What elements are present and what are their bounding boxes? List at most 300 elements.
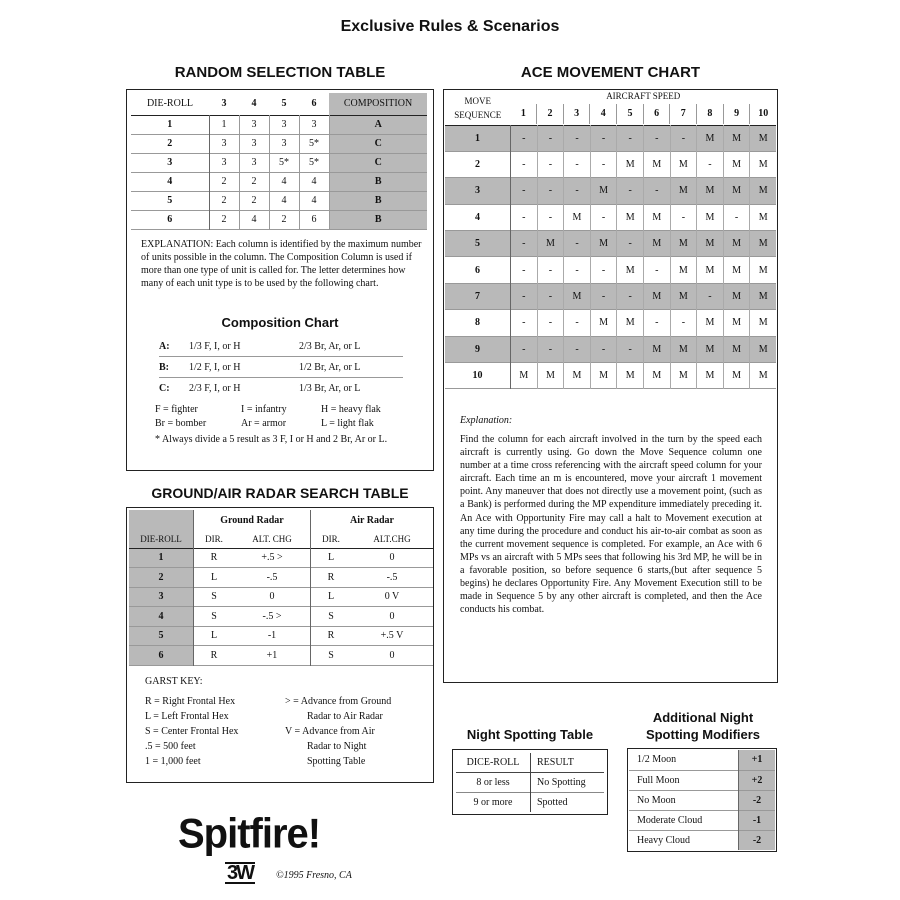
movement-cell: -: [537, 257, 564, 283]
composition-row: [159, 357, 403, 378]
table-cell: 2: [239, 172, 269, 191]
table-row: [129, 587, 433, 607]
speed-header: 10: [758, 108, 769, 120]
table-cell: 2: [209, 210, 239, 229]
composition-cell: B: [329, 172, 427, 191]
movement-cell: M: [617, 257, 644, 283]
garst-key-title: GARST KEY:: [145, 676, 203, 687]
movement-cell: -: [564, 151, 591, 177]
composition-value: 2/3 F, I, or H: [189, 382, 241, 394]
legend-infantry: I = infantry: [241, 404, 287, 415]
movement-cell: M: [758, 185, 768, 197]
garst-key-item: R = Right Frontal Hex: [145, 696, 236, 707]
movement-cell: M: [723, 363, 750, 389]
die-roll-cell: 5: [131, 191, 209, 210]
air-radar-header: Air Radar: [350, 514, 394, 526]
legend-armor: Ar = armor: [241, 418, 287, 429]
movement-cell: -: [670, 310, 697, 336]
radar-cell: L: [210, 630, 218, 642]
table-row: [445, 204, 776, 230]
speed-header: 8: [697, 104, 724, 124]
move-sequence-cell: 3: [445, 178, 511, 204]
movement-cell: M: [617, 204, 644, 230]
legend-fighter: F = fighter: [155, 404, 198, 415]
table-row: [131, 134, 427, 153]
movement-cell: M: [723, 283, 750, 309]
modifiers-panel: [627, 748, 777, 852]
movement-cell: M: [723, 125, 750, 151]
modifier-value: -2: [739, 790, 776, 810]
modifiers-title: [622, 709, 784, 743]
composition-value: 1/2 Br, Ar, or L: [299, 361, 361, 373]
ace-movement-table: [445, 91, 776, 389]
radar-cell: +.5 V: [380, 630, 404, 642]
composition-cell: B: [329, 210, 427, 229]
die-roll-cell: 4: [131, 172, 209, 191]
move-sequence-cell: 10: [445, 363, 511, 389]
movement-cell: M: [670, 283, 697, 309]
movement-cell: M: [723, 231, 750, 257]
table-row: [129, 548, 433, 568]
table-row: [445, 336, 776, 362]
move-sequence-cell: 5: [445, 231, 511, 257]
garst-key-item: Radar to Night: [307, 741, 367, 752]
die-roll-cell: 1: [129, 548, 194, 568]
movement-cell: -: [537, 151, 564, 177]
header-col-5: 5: [281, 98, 287, 110]
radar-cell: -.5: [386, 571, 398, 583]
composition-chart-title: Composition Chart: [221, 315, 339, 330]
radar-cell: L: [327, 591, 335, 603]
table-cell: 2: [209, 172, 239, 191]
radar-cell: L: [327, 552, 335, 564]
unit-legend: [155, 403, 425, 447]
garst-key-item: V = Advance from Air: [285, 726, 375, 737]
garst-key-item: .5 = 500 feet: [145, 741, 196, 752]
table-row: [129, 626, 433, 646]
movement-cell: M: [670, 257, 697, 283]
table-row: [131, 172, 427, 191]
movement-cell: -: [617, 231, 644, 257]
table-row: [629, 770, 775, 790]
header-result: RESULT: [537, 756, 574, 768]
composition-row: [159, 378, 403, 398]
composition-chart: [159, 336, 403, 398]
radar-cell: R: [210, 649, 218, 661]
table-cell: 3: [239, 115, 269, 134]
table-row: [445, 283, 776, 309]
move-sequence-cell: 7: [445, 283, 511, 309]
night-row-2-result: Spotted: [537, 796, 568, 808]
table-row: [445, 310, 776, 336]
random-selection-panel: [126, 89, 434, 471]
movement-cell: -: [590, 204, 617, 230]
night-row-2-roll: 9 or more: [456, 792, 531, 812]
radar-cell: R: [327, 630, 335, 642]
movement-cell: -: [511, 125, 538, 151]
ace-explanation: Find the column for each aircraft involved in the turn by the speed each aircraft is currently using. Go down the Move Sequence column one number at a time cross referencing with the aircraft speed column for your aircraft. Each time an m is encountered, move your aircraft 1 movement point. Any maneuver that does not directly use a movement point, (such as a Bank) is performed during the MP expenditure immediately preceding it. An Ace with Opportunity Fire may call a halt to Movement execution at any time during the procedure and conduct his air-to-air combat as soon as the current movement sequence is completed. For example, an Ace with 6 MPs vs an aircraft with 5 MPs sees that following his 3rd MP, he will be in a favorable position, so before sequence 6 starts,(but after sequence 5 begins) he declares Opportunity Fire. Any Movement Execution still to be made in Sequence 5 by any other aircraft is completed, and then the Ace conducts his combat.: [460, 434, 762, 616]
header-col-3: 3: [221, 98, 227, 110]
movement-cell: -: [643, 310, 670, 336]
composition-value: 1/3 Br, Ar, or L: [299, 382, 361, 394]
die-roll-cell: 3: [129, 587, 194, 607]
modifier-condition: Full Moon: [629, 770, 739, 790]
movement-cell: M: [758, 264, 768, 276]
movement-cell: -: [537, 125, 564, 151]
movement-cell: -: [511, 257, 538, 283]
movement-cell: -: [697, 283, 724, 309]
movement-cell: M: [564, 363, 591, 389]
movement-cell: -: [670, 125, 697, 151]
publisher-logo: 3W: [227, 862, 253, 884]
radar-cell: -.5: [234, 568, 311, 588]
header-col-4: 4: [251, 98, 257, 110]
movement-cell: M: [643, 336, 670, 362]
movement-cell: M: [617, 310, 644, 336]
movement-cell: -: [617, 336, 644, 362]
table-row: [445, 151, 776, 177]
night-row-1-result: No Spotting: [537, 776, 586, 788]
movement-cell: M: [590, 231, 617, 257]
movement-cell: M: [670, 231, 697, 257]
composition-letter: C:: [159, 382, 170, 394]
movement-cell: -: [537, 283, 564, 309]
table-cell: 2: [269, 210, 299, 229]
table-cell: 1: [209, 115, 239, 134]
table-cell: 6: [299, 210, 329, 229]
move-sequence-cell: 2: [445, 151, 511, 177]
spitfire-logo: Spitfire!: [178, 810, 321, 858]
movement-cell: -: [697, 151, 724, 177]
composition-letter: B:: [159, 361, 169, 373]
movement-cell: -: [564, 310, 591, 336]
movement-cell: M: [643, 363, 670, 389]
radar-cell: S: [211, 610, 217, 622]
movement-cell: -: [564, 125, 591, 151]
speed-header: 3: [564, 104, 591, 124]
movement-cell: M: [758, 343, 768, 355]
night-spotting-table: [456, 753, 604, 812]
movement-cell: -: [564, 178, 591, 204]
table-cell: 3: [269, 134, 299, 153]
modifier-value: -2: [739, 830, 776, 850]
movement-cell: -: [537, 204, 564, 230]
composition-cell: C: [329, 134, 427, 153]
garst-key-right: [285, 694, 431, 769]
radar-cell: 0: [389, 552, 395, 564]
speed-header: 1: [511, 104, 538, 124]
table-row: [629, 830, 775, 850]
table-cell: 2: [209, 191, 239, 210]
modifier-condition: Heavy Cloud: [629, 830, 739, 850]
table-row: [131, 210, 427, 229]
movement-cell: -: [590, 151, 617, 177]
composition-row: [159, 336, 403, 357]
speed-header: 9: [724, 104, 751, 124]
movement-cell: -: [511, 204, 538, 230]
move-sequence-cell: 8: [445, 310, 511, 336]
movement-cell: -: [511, 231, 538, 257]
modifier-value: +1: [739, 750, 776, 770]
modifier-condition: Moderate Cloud: [629, 810, 739, 830]
modifier-value: +2: [739, 770, 776, 790]
move-sequence-cell: 9: [445, 336, 511, 362]
movement-cell: M: [758, 159, 768, 171]
table-row: [445, 257, 776, 283]
movement-cell: -: [590, 283, 617, 309]
header-col-6: 6: [311, 98, 317, 110]
radar-cell: S: [328, 610, 334, 622]
movement-cell: M: [697, 363, 724, 389]
header-composition: COMPOSITION: [329, 93, 427, 115]
ace-explanation-title: Explanation:: [460, 415, 513, 426]
movement-cell: -: [511, 283, 538, 309]
movement-cell: -: [617, 283, 644, 309]
random-table-title: RANDOM SELECTION TABLE: [174, 64, 386, 81]
speed-header: 6: [644, 104, 671, 124]
movement-cell: M: [643, 204, 670, 230]
table-cell: 5*: [269, 153, 299, 172]
movement-cell: -: [643, 178, 670, 204]
movement-cell: M: [697, 231, 724, 257]
modifier-condition: 1/2 Moon: [629, 750, 739, 770]
composition-cell: B: [329, 191, 427, 210]
divide-note: * Always divide a 5 result as 3 F, I or H and 2 Br, Ar or L.: [155, 434, 388, 445]
garst-key-item: Spotting Table: [307, 756, 366, 767]
movement-cell: -: [564, 257, 591, 283]
movement-cell: M: [697, 204, 724, 230]
table-cell: 3: [299, 115, 329, 134]
radar-cell: -.5 >: [234, 607, 311, 627]
header-radar-die-roll: DIE-ROLL: [129, 530, 194, 548]
header-dice-roll: DICE-ROLL: [456, 753, 531, 772]
movement-cell: -: [537, 178, 564, 204]
header-ground-alt: ALT. CHG: [234, 530, 311, 548]
table-row: [131, 191, 427, 210]
movement-cell: -: [590, 125, 617, 151]
radar-cell: 0: [389, 649, 395, 661]
radar-cell: R: [210, 552, 218, 564]
movement-cell: M: [537, 231, 564, 257]
movement-cell: M: [723, 151, 750, 177]
table-cell: 4: [269, 172, 299, 191]
composition-cell: A: [329, 115, 427, 134]
die-roll-cell: 2: [129, 568, 194, 588]
movement-cell: -: [617, 178, 644, 204]
speed-header: 2: [537, 104, 564, 124]
table-row: [131, 115, 427, 134]
radar-table-title: GROUND/AIR RADAR SEARCH TABLE: [151, 485, 409, 501]
table-row: [629, 750, 775, 770]
radar-cell: 0: [389, 610, 395, 622]
movement-cell: M: [590, 178, 617, 204]
movement-cell: M: [617, 363, 644, 389]
radar-cell: -1: [234, 626, 311, 646]
table-row: [129, 568, 433, 588]
movement-cell: M: [697, 125, 724, 151]
night-row-1-roll: 8 or less: [456, 772, 531, 792]
movement-cell: M: [670, 178, 697, 204]
movement-cell: M: [723, 178, 750, 204]
table-row: [129, 607, 433, 627]
die-roll-cell: 6: [131, 210, 209, 229]
table-cell: 4: [269, 191, 299, 210]
movement-cell: M: [758, 291, 768, 303]
movement-cell: -: [537, 310, 564, 336]
radar-cell: +1: [234, 646, 311, 666]
table-cell: 3: [269, 115, 299, 134]
table-row: [131, 153, 427, 172]
radar-table: [129, 510, 433, 666]
movement-cell: -: [537, 336, 564, 362]
header-die-roll: DIE-ROLL: [146, 98, 194, 110]
composition-value: 2/3 Br, Ar, or L: [299, 340, 361, 352]
garst-key-item: 1 = 1,000 feet: [145, 756, 201, 767]
movement-cell: -: [643, 257, 670, 283]
table-row: [629, 810, 775, 830]
die-roll-cell: 5: [129, 626, 194, 646]
movement-cell: -: [511, 178, 538, 204]
radar-cell: R: [327, 571, 335, 583]
garst-key-item: Radar to Air Radar: [307, 711, 383, 722]
movement-cell: M: [643, 231, 670, 257]
header-air-alt: ALT.CHG: [373, 533, 411, 544]
movement-cell: -: [564, 231, 591, 257]
radar-cell: S: [328, 649, 334, 661]
composition-letter: A:: [159, 340, 170, 352]
modifiers-title-line2: Spotting Modifiers: [645, 727, 761, 742]
movement-cell: M: [564, 204, 591, 230]
night-spotting-panel: [452, 749, 608, 815]
table-row: [445, 178, 776, 204]
table-cell: 2: [239, 191, 269, 210]
move-sequence-cell: 4: [445, 204, 511, 230]
movement-cell: M: [697, 310, 724, 336]
die-roll-cell: 2: [131, 134, 209, 153]
radar-cell: +.5 >: [234, 548, 311, 568]
radar-panel: [126, 507, 434, 783]
table-row: [629, 790, 775, 810]
speed-header: 7: [670, 104, 697, 124]
composition-cell: C: [329, 153, 427, 172]
movement-cell: M: [670, 336, 697, 362]
movement-cell: M: [511, 363, 538, 389]
composition-value: 1/2 F, I, or H: [189, 361, 241, 373]
movement-cell: M: [617, 151, 644, 177]
movement-cell: M: [723, 310, 750, 336]
table-cell: 3: [209, 153, 239, 172]
movement-cell: M: [758, 238, 768, 250]
movement-cell: M: [697, 178, 724, 204]
night-spotting-title: Night Spotting Table: [466, 727, 594, 742]
table-row: [445, 125, 776, 151]
movement-cell: M: [590, 363, 617, 389]
modifier-condition: No Moon: [629, 790, 739, 810]
movement-cell: -: [617, 125, 644, 151]
speed-header: 4: [590, 104, 617, 124]
table-cell: 4: [299, 191, 329, 210]
die-roll-cell: 6: [129, 646, 194, 666]
die-roll-cell: 1: [131, 115, 209, 134]
move-sequence-cell: 6: [445, 257, 511, 283]
movement-cell: -: [511, 336, 538, 362]
table-cell: 5*: [299, 153, 329, 172]
movement-cell: -: [670, 204, 697, 230]
table-cell: 4: [239, 210, 269, 229]
radar-cell: S: [211, 591, 217, 603]
header-ground-dir: DIR.: [205, 533, 223, 544]
legend-heavy-flak: H = heavy flak: [321, 404, 381, 415]
table-row: [445, 231, 776, 257]
die-roll-cell: 3: [131, 153, 209, 172]
table-cell: 5*: [299, 134, 329, 153]
speed-header: 5: [617, 104, 644, 124]
movement-cell: -: [643, 125, 670, 151]
movement-cell: -: [590, 257, 617, 283]
movement-cell: -: [511, 151, 538, 177]
modifiers-table: [629, 750, 775, 850]
garst-key-item: L = Left Frontal Hex: [145, 711, 229, 722]
table-cell: 3: [239, 153, 269, 172]
header-move-sequence: MOVE SEQUENCE: [454, 95, 502, 120]
movement-cell: M: [723, 336, 750, 362]
radar-cell: 0 V: [384, 591, 400, 603]
garst-key-item: S = Center Frontal Hex: [145, 726, 239, 737]
table-cell: 3: [239, 134, 269, 153]
ace-chart-title: ACE MOVEMENT CHART: [520, 64, 701, 81]
movement-cell: -: [590, 336, 617, 362]
ground-radar-header: Ground Radar: [194, 510, 311, 530]
table-row: [129, 646, 433, 666]
header-aircraft-speed: AIRCRAFT SPEED: [606, 91, 681, 102]
movement-cell: M: [697, 257, 724, 283]
movement-cell: M: [590, 310, 617, 336]
movement-cell: M: [758, 132, 768, 144]
modifier-value: -1: [739, 810, 776, 830]
movement-cell: -: [564, 336, 591, 362]
movement-cell: M: [723, 257, 750, 283]
random-selection-table: [131, 93, 427, 230]
movement-cell: M: [670, 363, 697, 389]
random-explanation: EXPLANATION: Each column is identified by the maximum number of units possible in the column. The Composition Column is used if more than one type of unit is called for. The letter determines how many of each unit type is to be used by the following chart.: [141, 239, 422, 289]
die-roll-cell: 4: [129, 607, 194, 627]
movement-cell: M: [564, 283, 591, 309]
movement-cell: -: [723, 204, 750, 230]
move-sequence-cell: 1: [445, 125, 511, 151]
movement-cell: M: [758, 317, 768, 329]
copyright: ©1995 Fresno, CA: [276, 870, 352, 881]
garst-key-left: [145, 694, 275, 769]
movement-cell: M: [537, 363, 564, 389]
page-title: Exclusive Rules & Scenarios: [340, 18, 560, 35]
movement-cell: -: [511, 310, 538, 336]
ace-movement-panel: [443, 89, 778, 683]
movement-cell: M: [758, 211, 768, 223]
legend-bomber: Br = bomber: [155, 418, 207, 429]
radar-cell: 0: [234, 587, 311, 607]
composition-value: 1/3 F, I, or H: [189, 340, 241, 352]
movement-cell: M: [670, 151, 697, 177]
garst-key-item: > = Advance from Ground: [285, 696, 392, 707]
table-cell: 4: [299, 172, 329, 191]
movement-cell: M: [643, 151, 670, 177]
legend-light-flak: L = light flak: [321, 418, 374, 429]
radar-cell: L: [210, 571, 218, 583]
movement-cell: M: [643, 283, 670, 309]
header-air-dir: DIR.: [322, 533, 340, 544]
table-cell: 3: [209, 134, 239, 153]
movement-cell: M: [697, 336, 724, 362]
